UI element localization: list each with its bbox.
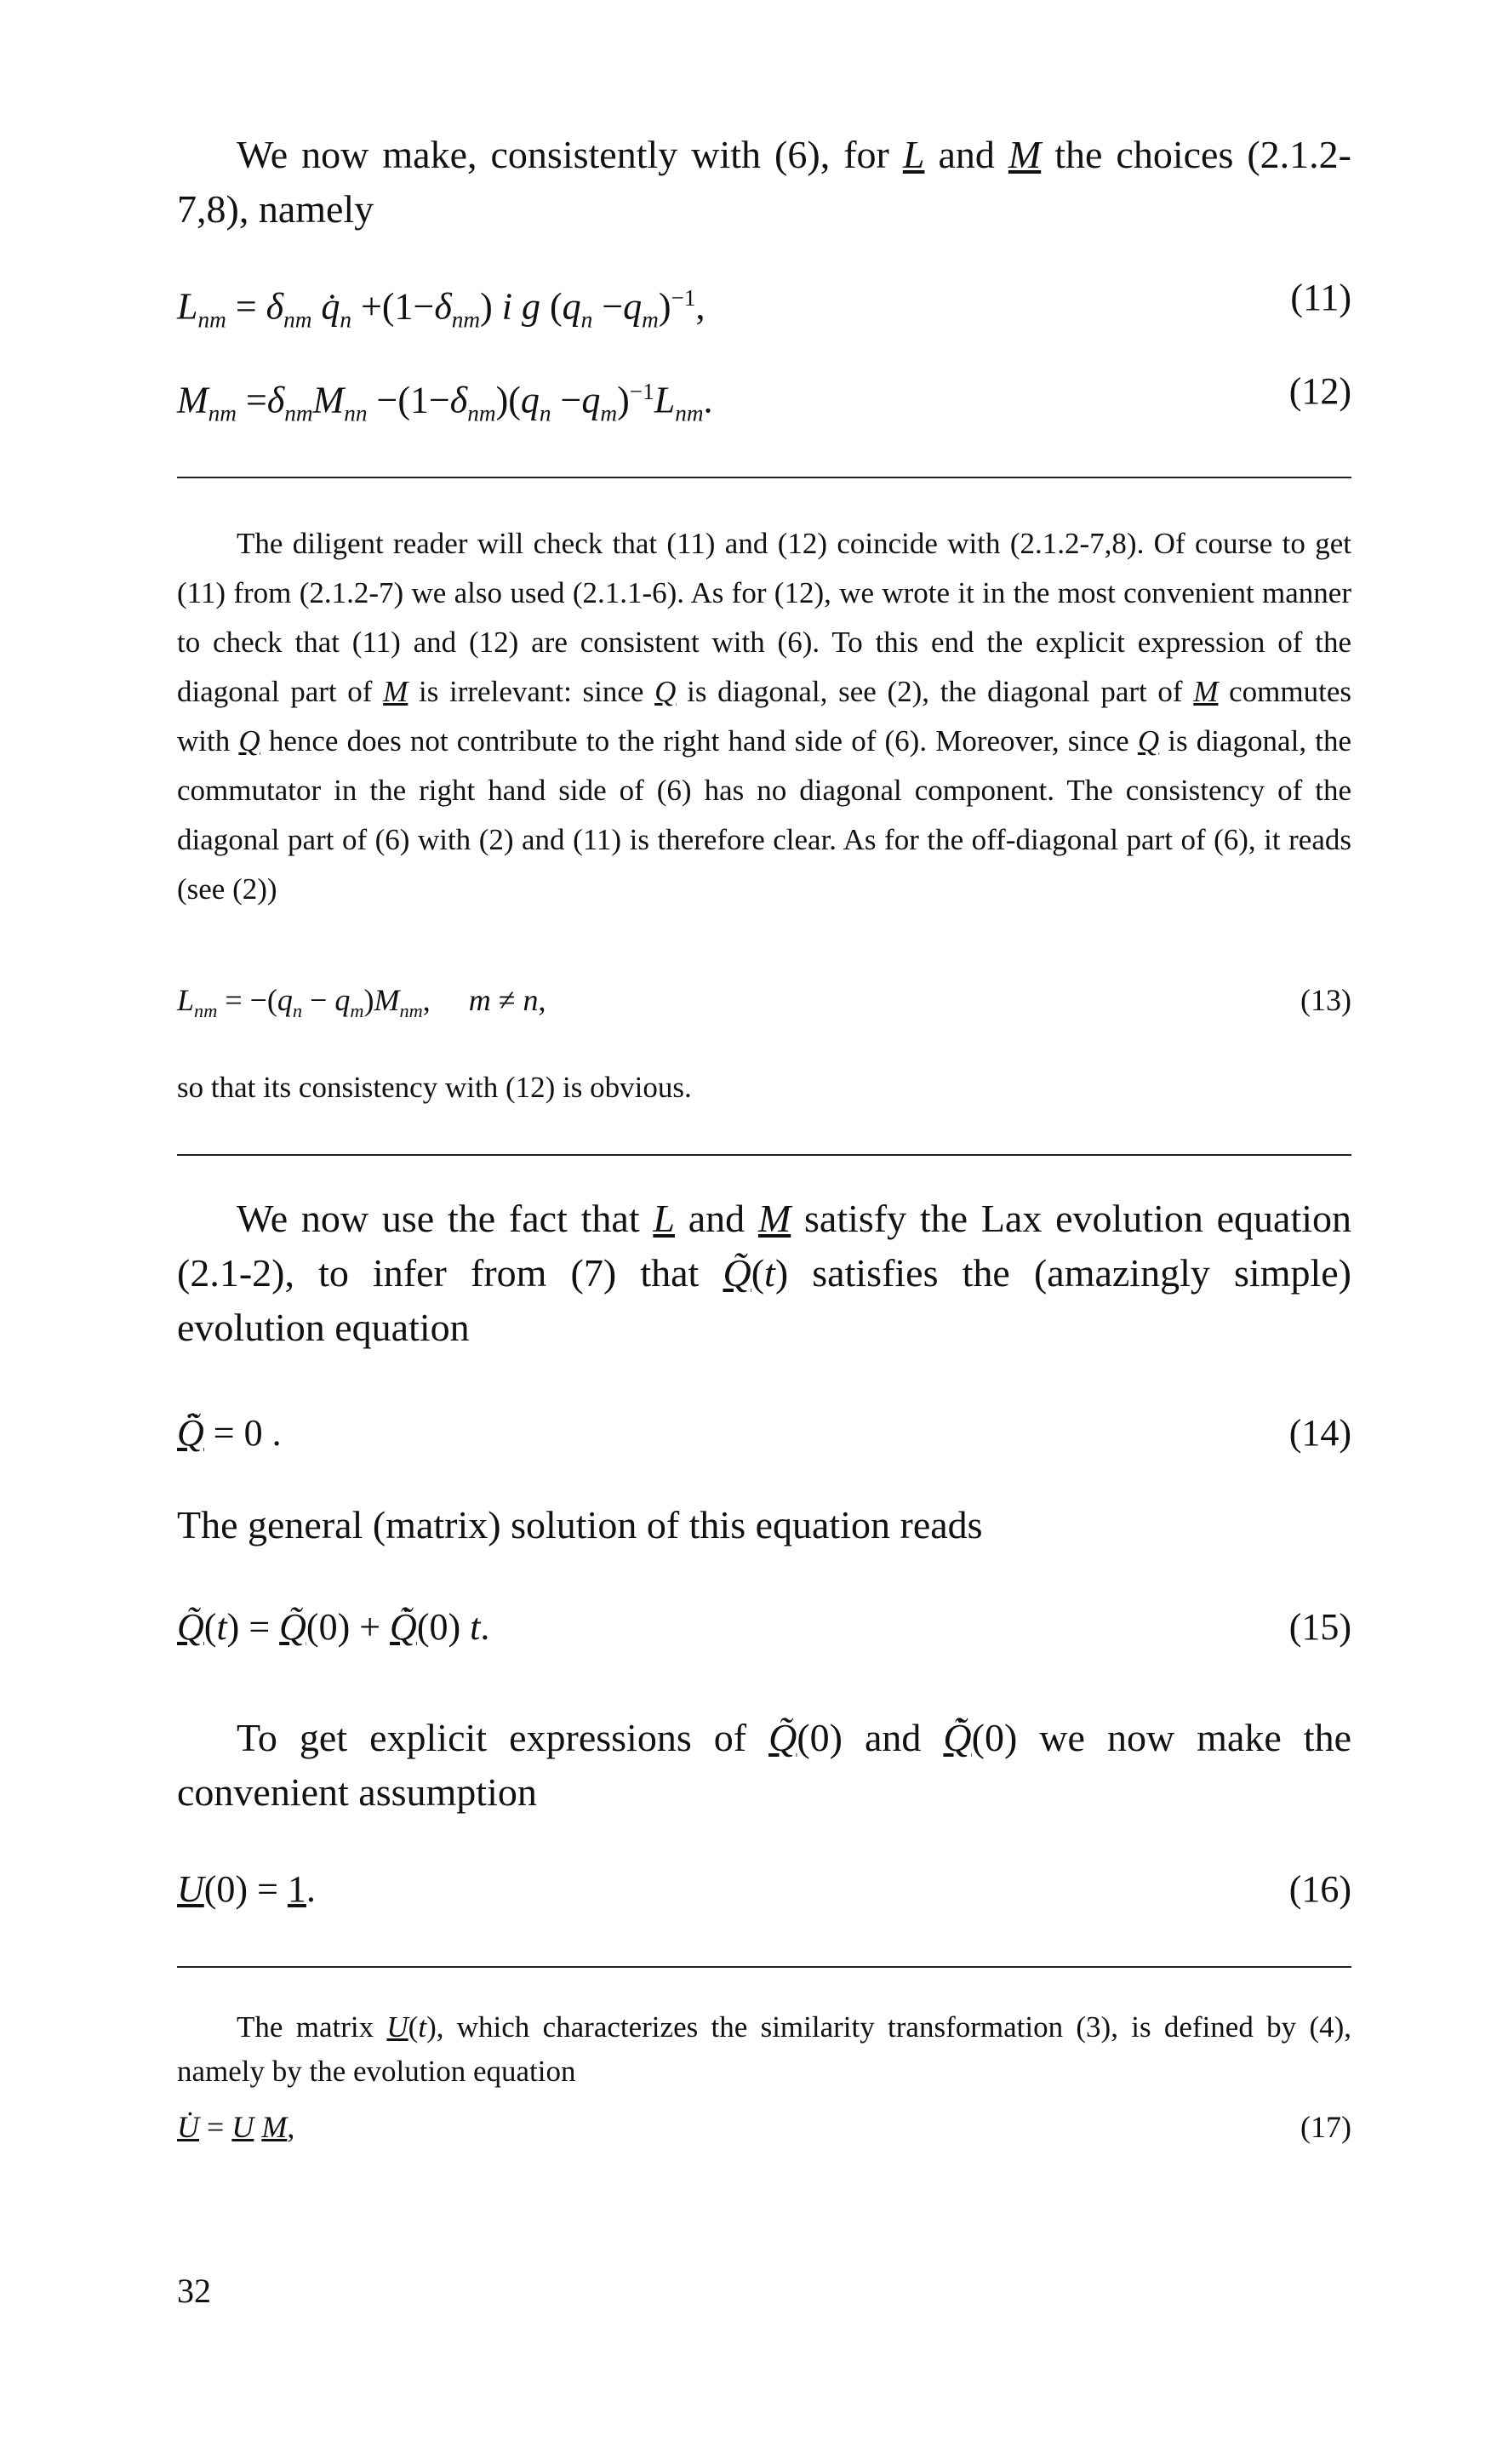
equation-number: (17)	[1300, 2110, 1351, 2144]
equation-12: $M_{nm} =\delta_{nm}M_{nn} -(1-\delta_{nm})(q_n -q_m)^{-1}L_{nm}$. (12)	[177, 364, 1351, 424]
equation-13: $L_{nm} = -(q_n - q_m)M_{nm}$, m ≠ n, (13)	[177, 977, 1351, 1037]
equation-11: $L_{nm} = \delta_{nm}$ $q̇_n +(1-\delta_{nm})$ i g $(q_n -q_m)^{-1}$, (11)	[177, 271, 1351, 330]
equation-number: (13)	[1300, 983, 1351, 1017]
equation-number: (11)	[1290, 277, 1351, 318]
equation-16: U(0) = 1. (16)	[177, 1862, 1351, 1922]
footnote-matrix-u: The matrix U(t), which characterizes the similarity transformation (3), is defined by (4), namely by the evolution equation	[177, 2010, 1352, 2088]
paragraph-assumption: To get explicit expressions of Q̃(0) and Q̃̇(0) we now make the convenient assumption	[177, 1716, 1352, 1814]
paragraph-intro: We now make, consistently with (6), for L and M the choices (2.1.2-7,8), namely	[177, 133, 1351, 231]
equation-14: Q̈̃ = 0 . (14)	[177, 1406, 1351, 1466]
equation-15: Q̃(t) = Q̃(0) + Q̃̇(0) t. (15)	[177, 1600, 1351, 1660]
equation-number: (14)	[1288, 1412, 1351, 1454]
equation-number: (15)	[1288, 1606, 1351, 1648]
paragraph-lax: We now use the fact that L and M satisfy the Lax evolution equation (2.1-2), to infer from (7) that Q̃(t) satisfies the (amazingly simple) evolution equation	[177, 1197, 1352, 1349]
divider	[177, 477, 1351, 478]
paragraph-general-solution: The general (matrix) solution of this equation reads	[177, 1503, 983, 1546]
divider	[177, 1154, 1351, 1156]
equation-number: (12)	[1288, 370, 1351, 412]
equation-17: U̇ = U M, (17)	[177, 2104, 1351, 2164]
equation-number: (16)	[1288, 1868, 1351, 1910]
page-number: 32	[177, 2272, 211, 2310]
footnote-paragraph: The diligent reader will check that (11) and (12) coincide with (2.1.2-7,8). Of course to get (11) from (2.1.2-7) we also used (2.1.1-6). As for (12), we wrote it in the most convenient manner to check that (11) and (12) are consistent with (6). To this end the explicit expression of the diagonal part of M is irrelevant: since Q is diagonal, see (2), the diagonal part of M commutes with Q hence does not contribute to the right hand side of (6). Moreover, since Q is diagonal, the commutator in the right hand side of (6) has no diagonal component. The consistency of the diagonal part of (6) with (2) and (11) is therefore clear. As for the off-diagonal part of (6), it reads (see (2))	[177, 527, 1351, 906]
divider	[177, 1966, 1351, 1968]
footnote-conclusion: so that its consistency with (12) is obvious.	[177, 1071, 692, 1104]
